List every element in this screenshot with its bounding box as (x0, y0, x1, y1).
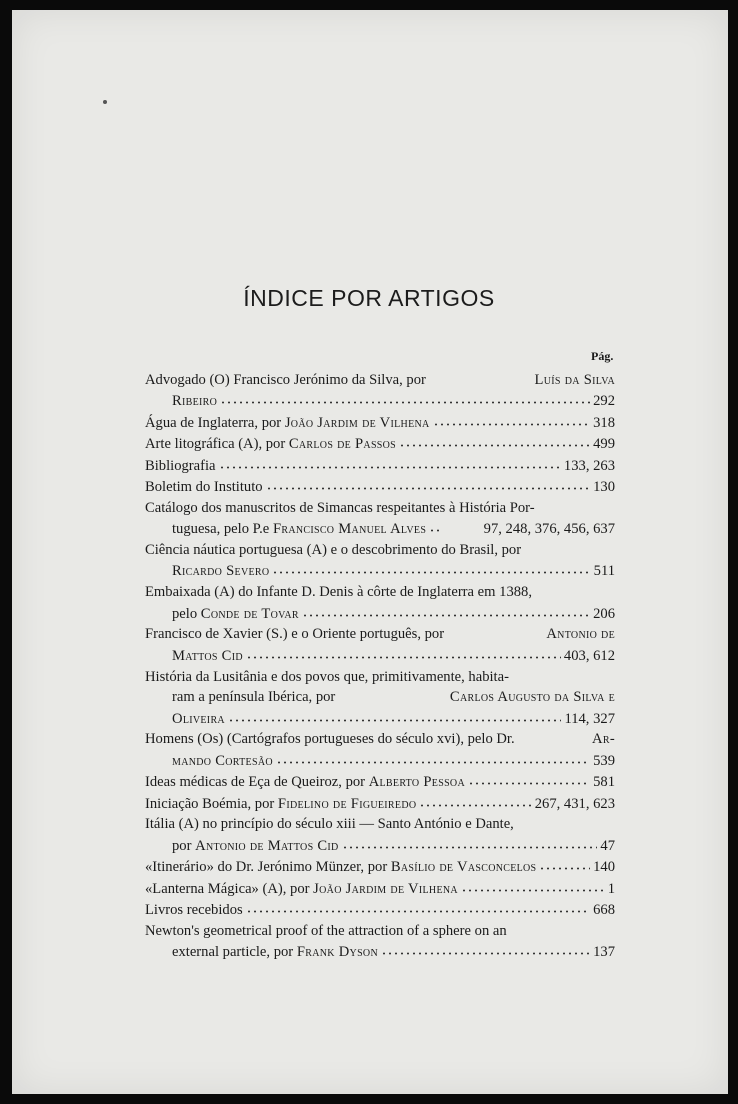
index-entry-line: Itália (A) no princípio do século xiii — Santo António e Dante, (145, 816, 514, 833)
index-entry-line: Ricardo Severo 511 (145, 561, 615, 582)
page-title: ÍNDICE POR ARTIGOS (243, 285, 495, 311)
page-number: 581 (593, 774, 615, 791)
dot-leader (342, 834, 598, 849)
index-entry-line: Água de Inglaterra, por João Jardim de Vilhena 318 (145, 412, 615, 433)
dot-leader (276, 749, 590, 764)
index-entry-line: Homens (Os) (Cartógrafos portugueses do século xvi), pelo Dr. Ar- (145, 731, 615, 748)
index-entry-line: Ideas médicas de Eça de Queiroz, por Alberto Pessoa 581 (145, 772, 615, 793)
article-index (145, 370, 615, 963)
dot-leader (539, 856, 590, 871)
page-number: 539 (593, 752, 615, 769)
speck-mark (103, 100, 107, 104)
page-number: 668 (593, 902, 615, 919)
index-entry-line: História da Lusitânia e dos povos que, primitivamente, habita- (145, 668, 509, 685)
page-number: 403, 612 (563, 647, 615, 664)
dot-leader (272, 560, 590, 575)
index-entry-line: «Lanterna Mágica» (A), por João Jardim de Vilhena 1 (145, 878, 615, 899)
page-number: 499 (593, 436, 615, 453)
dot-leader (246, 898, 590, 913)
dot-leader (246, 644, 561, 659)
index-entry-line: ram a península Ibérica, por Carlos Augusto da Silva e (172, 689, 615, 706)
page-number: 318 (593, 414, 615, 431)
dot-leader (399, 433, 590, 448)
index-entry-line: Catálogo dos manuscritos de Simancas respeitantes à História Por- (145, 499, 535, 516)
dot-leader (433, 411, 591, 426)
page-number: 133, 263 (563, 457, 615, 474)
index-entry-line: Mattos Cid 403, 612 (145, 645, 615, 666)
page-number: 292 (593, 393, 615, 410)
index-entry-line: tuguesa, pelo P.e Francisco Manuel Alves 97, 248, 376, 456, 637 (145, 519, 615, 540)
page-number: 97, 248, 376, 456, 637 (483, 521, 615, 538)
index-entry-line: external particle, por Frank Dyson 137 (145, 942, 615, 963)
dot-leader (266, 475, 591, 490)
index-entry-line: Francisco de Xavier (S.) e o Oriente português, por Antonio de (145, 626, 615, 643)
index-entry-line: pelo Conde de Tovar 206 (145, 603, 615, 624)
dot-leader (228, 707, 562, 722)
index-entry-line: Newton's geometrical proof of the attraction of a sphere on an (145, 922, 507, 939)
index-entry-line: Arte litográfica (A), por Carlos de Passos 499 (145, 434, 615, 455)
index-entry-line: Embaixada (A) do Infante D. Denis à côrte de Inglaterra em 1388, (145, 584, 532, 601)
index-entry-line: Advogado (O) Francisco Jerónimo da Silva, por Luís da Silva (145, 372, 615, 388)
page-number: 47 (600, 837, 615, 854)
index-entry-line: Ribeiro 292 (145, 391, 615, 412)
dot-leader (419, 792, 531, 807)
dot-leader (381, 941, 590, 956)
index-entry-line: Iniciação Boémia, por Fidelino de Figueiredo 267, 431, 623 (145, 793, 615, 814)
dot-leader (302, 602, 590, 617)
page-number: 267, 431, 623 (534, 795, 615, 812)
index-entry-line: Ciência náutica portuguesa (A) e o descobrimento do Brasil, por (145, 541, 522, 558)
dot-leader (220, 390, 590, 405)
page-number: 114, 327 (564, 710, 615, 727)
index-entry-line: Livros recebidos 668 (145, 899, 615, 920)
dot-leader (468, 771, 590, 786)
index-entry-line: Boletim do Instituto 130 (145, 476, 615, 497)
page-number: 1 (607, 880, 615, 897)
dot-leader (461, 877, 605, 892)
index-entry-line: mando Cortesão 539 (145, 750, 615, 771)
page-number: 137 (593, 944, 615, 961)
index-entry-line: «Itinerário» do Dr. Jerónimo Münzer, por Basílio de Vasconcelos 140 (145, 857, 615, 878)
page-number: 511 (593, 563, 615, 580)
page-number: 206 (593, 605, 615, 622)
dot-leader (429, 518, 443, 533)
index-entry-line: Bibliografia 133, 263 (145, 455, 615, 476)
index-entry-line: Oliveira 114, 327 (145, 708, 615, 729)
page-number: 130 (593, 478, 615, 495)
index-entry-line: por Antonio de Mattos Cid 47 (145, 835, 615, 856)
page-number: 140 (593, 859, 615, 876)
dot-leader (219, 454, 561, 469)
page-column-label: Pág. (591, 349, 614, 363)
